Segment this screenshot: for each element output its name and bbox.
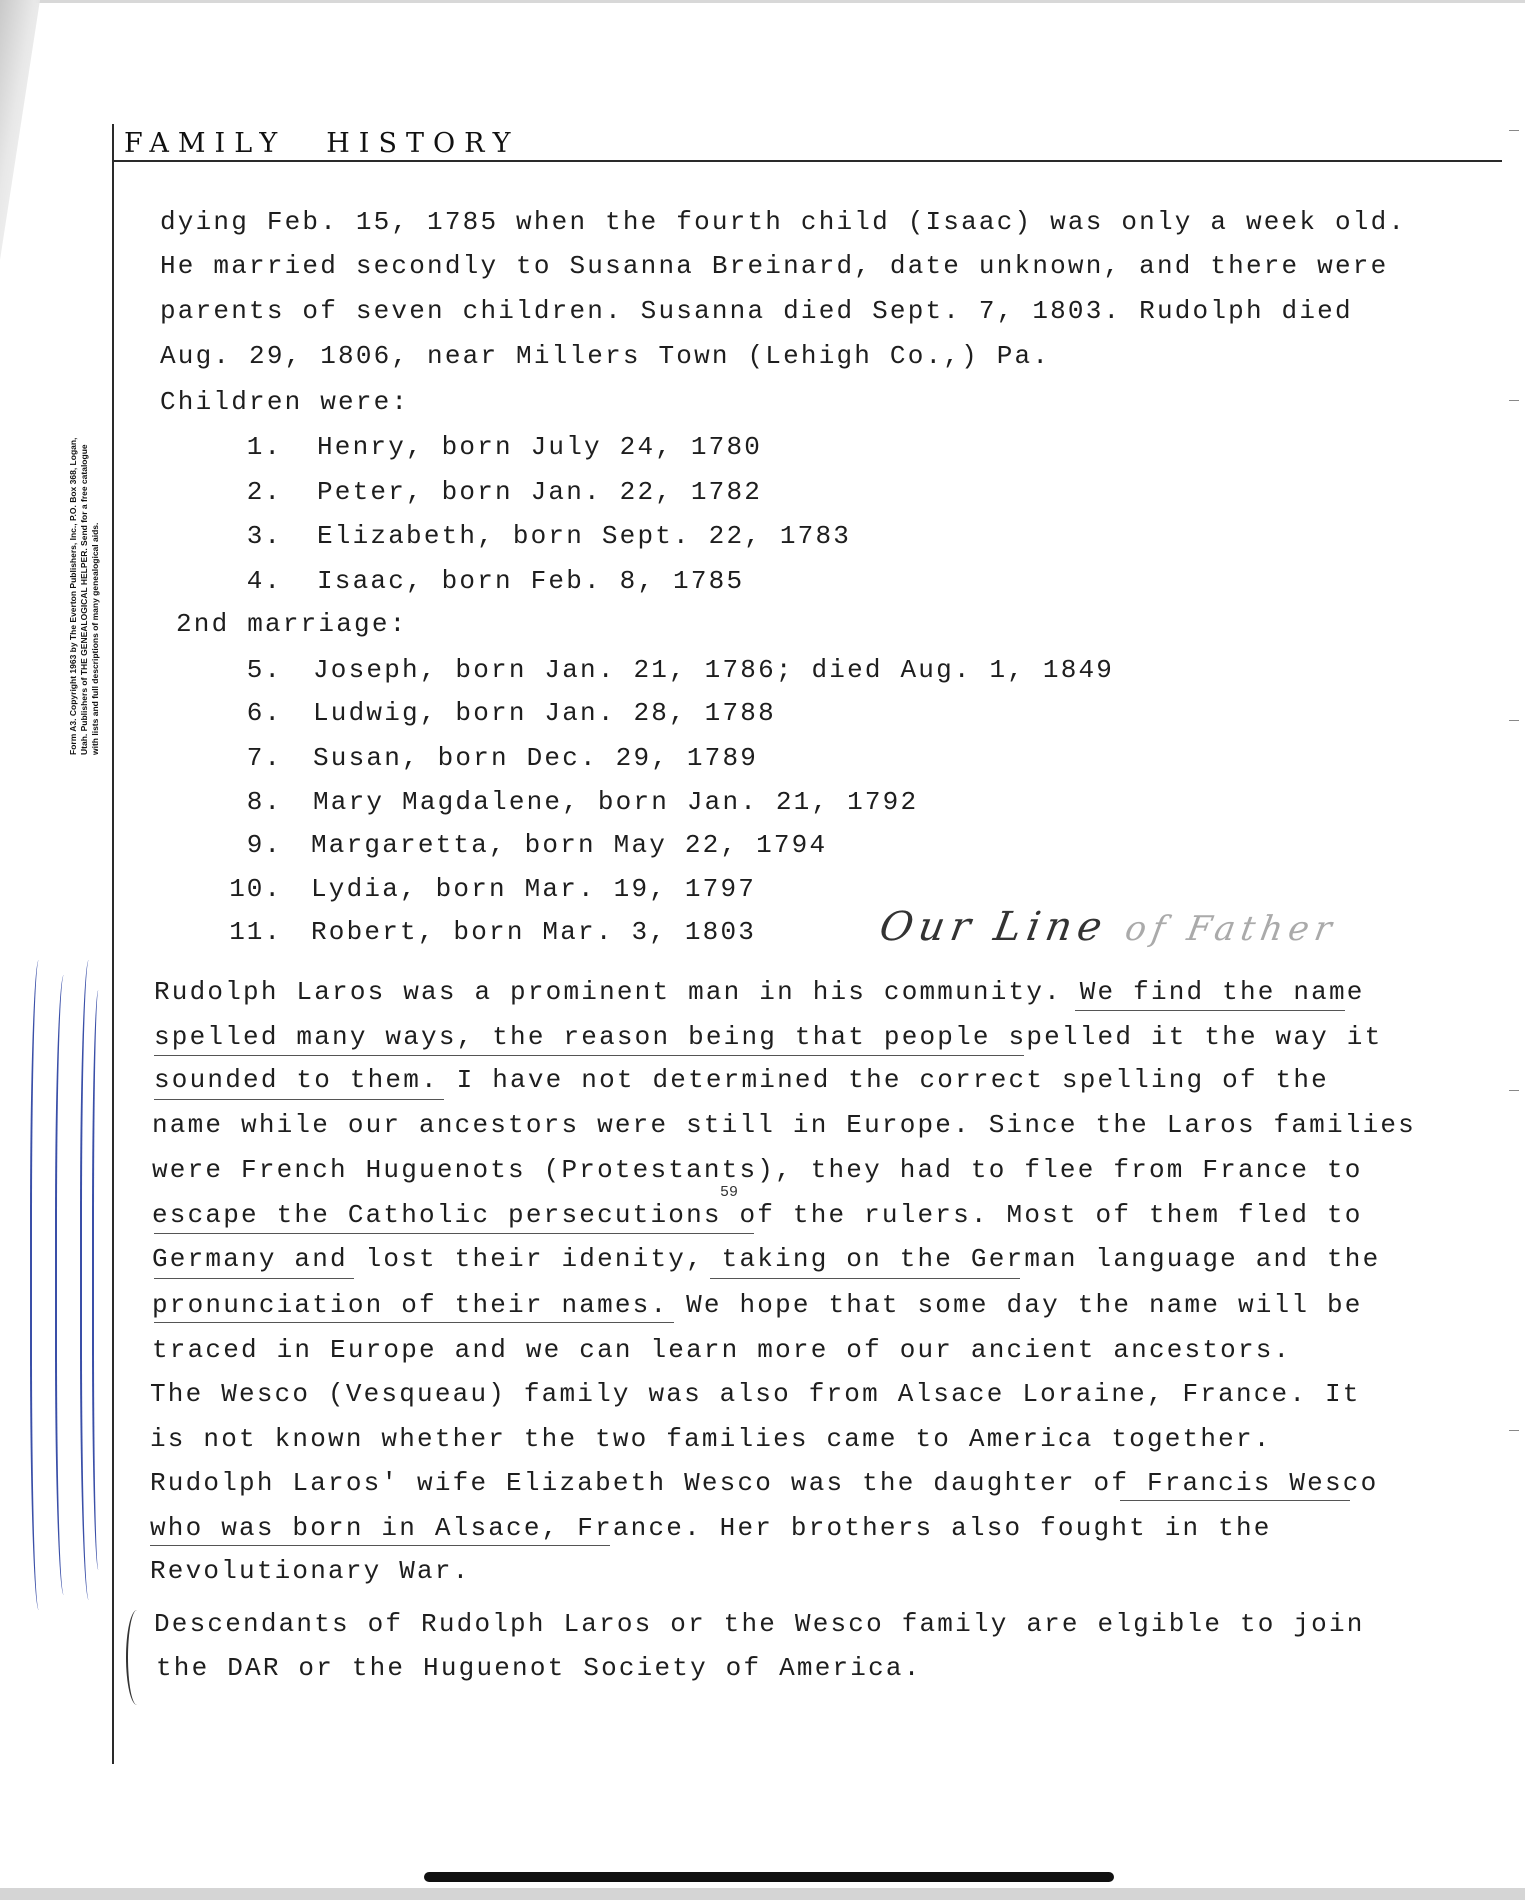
underline-mark xyxy=(154,1322,674,1323)
copyright-line: Utah. Publishers of THE GENEALOGICAL HELPER. Send for a free catalogue xyxy=(79,444,89,755)
child-entry: Lydia, born Mar. 19, 1797 xyxy=(311,874,757,904)
closing-bracket-mark xyxy=(126,1610,148,1705)
closing-line: Descendants of Rudolph Laros or the Wesco family are elgible to join xyxy=(154,1609,1365,1639)
edge-tick xyxy=(1509,1090,1519,1091)
edge-tick xyxy=(1509,400,1519,401)
home-indicator[interactable] xyxy=(424,1872,1114,1882)
child-number: 10. xyxy=(229,874,282,904)
page-top-edge xyxy=(0,0,1525,3)
edge-tick xyxy=(1509,1430,1519,1431)
body-line: sounded to them. I have not determined the correct spelling of the xyxy=(154,1065,1329,1095)
child-entry: Margaretta, born May 22, 1794 xyxy=(311,830,828,860)
child-entry: Robert, born Mar. 3, 1803 xyxy=(311,917,757,947)
body-line: The Wesco (Vesqueau) family was also from Alsace Loraine, France. It xyxy=(150,1379,1361,1409)
handwritten-note xyxy=(876,905,1341,951)
underline-mark xyxy=(150,1545,610,1546)
handwritten-faint: of Father xyxy=(1122,909,1341,949)
body-line: Germany and lost their idenity, taking on the German language and the xyxy=(152,1244,1381,1274)
child-number: 1. xyxy=(246,432,282,462)
pen-mark xyxy=(92,990,108,1570)
handwritten-main: Our Line xyxy=(876,904,1112,950)
body-line: traced in Europe and we can learn more of our ancient ancestors. xyxy=(152,1335,1292,1365)
body-line: Rudolph Laros' wife Elizabeth Wesco was the daughter of Francis Wesco xyxy=(150,1468,1379,1498)
title-word-family: FAMILY xyxy=(124,128,287,159)
body-line: name while our ancestors were still in Europe. Since the Laros families xyxy=(152,1110,1416,1140)
child-entry: Joseph, born Jan. 21, 1786; died Aug. 1, 1849 xyxy=(313,655,1115,685)
child-entry: Henry, born July 24, 1780 xyxy=(317,432,763,462)
edge-tick xyxy=(1509,130,1519,131)
underline-mark xyxy=(1120,1500,1350,1501)
body-line: is not known whether the two families came to America together. xyxy=(150,1424,1272,1454)
underline-mark xyxy=(154,1055,1024,1056)
body-line: Revolutionary War. xyxy=(150,1556,471,1586)
copyright-notice xyxy=(68,238,101,755)
child-entry: Mary Magdalene, born Jan. 21, 1792 xyxy=(313,787,919,817)
closing-line: the DAR or the Huguenot Society of America. xyxy=(156,1653,922,1683)
child-entry: Elizabeth, born Sept. 22, 1783 xyxy=(317,521,852,551)
intro-line: dying Feb. 15, 1785 when the fourth child (Isaac) was only a week old. xyxy=(160,207,1407,237)
child-number: 4. xyxy=(246,566,282,596)
underline-mark xyxy=(1075,1010,1345,1011)
second-marriage-label: 2nd marriage: xyxy=(176,609,408,639)
child-number: 2. xyxy=(246,477,282,507)
bottom-edge xyxy=(0,1888,1525,1900)
underline-mark xyxy=(710,1278,1020,1279)
pen-mark xyxy=(55,975,77,1595)
body-line: spelled many ways, the reason being that people spelled it the way it xyxy=(154,1022,1383,1052)
body-line: who was born in Alsace, France. Her brothers also fought in the xyxy=(150,1513,1272,1543)
header-rule xyxy=(112,160,1502,162)
child-number: 11. xyxy=(229,917,282,947)
child-entry: Isaac, born Feb. 8, 1785 xyxy=(317,566,745,596)
child-entry: Peter, born Jan. 22, 1782 xyxy=(317,477,763,507)
underline-mark xyxy=(154,1099,444,1100)
child-number: 7. xyxy=(246,743,282,773)
body-line: were French Huguenots (Protestants), they had to flee from France to xyxy=(152,1155,1363,1185)
copyright-line: Form A3. Copyright 1963 by The Everton Publishers, Inc., P.O. Box 368, Logan, xyxy=(68,437,78,755)
title-word-history: HISTORY xyxy=(326,128,520,159)
edge-tick xyxy=(1509,720,1519,721)
child-entry: Susan, born Dec. 29, 1789 xyxy=(313,743,759,773)
child-number: 9. xyxy=(246,830,282,860)
child-number: 5. xyxy=(246,655,282,685)
margin-note: 59 xyxy=(720,1184,739,1201)
body-line: pronunciation of their names. We hope that some day the name will be xyxy=(152,1290,1363,1320)
scan-shadow xyxy=(0,0,40,260)
child-number: 3. xyxy=(246,521,282,551)
underline-mark xyxy=(154,1233,754,1234)
margin-rule xyxy=(112,124,114,1764)
body-line: escape the Catholic persecutions of the rulers. Most of them fled to xyxy=(152,1200,1363,1230)
copyright-line: with lists and full descriptions of many genealogical aids. xyxy=(90,522,100,755)
intro-line: Aug. 29, 1806, near Millers Town (Lehigh Co.,) Pa. xyxy=(160,341,1051,371)
body-line: Rudolph Laros was a prominent man in his community. We find the name xyxy=(154,977,1365,1007)
intro-line: He married secondly to Susanna Breinard, date unknown, and there were xyxy=(160,251,1389,281)
child-number: 6. xyxy=(246,698,282,728)
child-number: 8. xyxy=(246,787,282,817)
intro-line: parents of seven children. Susanna died Sept. 7, 1803. Rudolph died xyxy=(160,296,1353,326)
children-heading: Children were: xyxy=(160,387,410,417)
child-entry: Ludwig, born Jan. 28, 1788 xyxy=(313,698,776,728)
pen-mark xyxy=(30,960,52,1610)
page-title xyxy=(124,128,559,159)
underline-mark xyxy=(154,1278,354,1279)
